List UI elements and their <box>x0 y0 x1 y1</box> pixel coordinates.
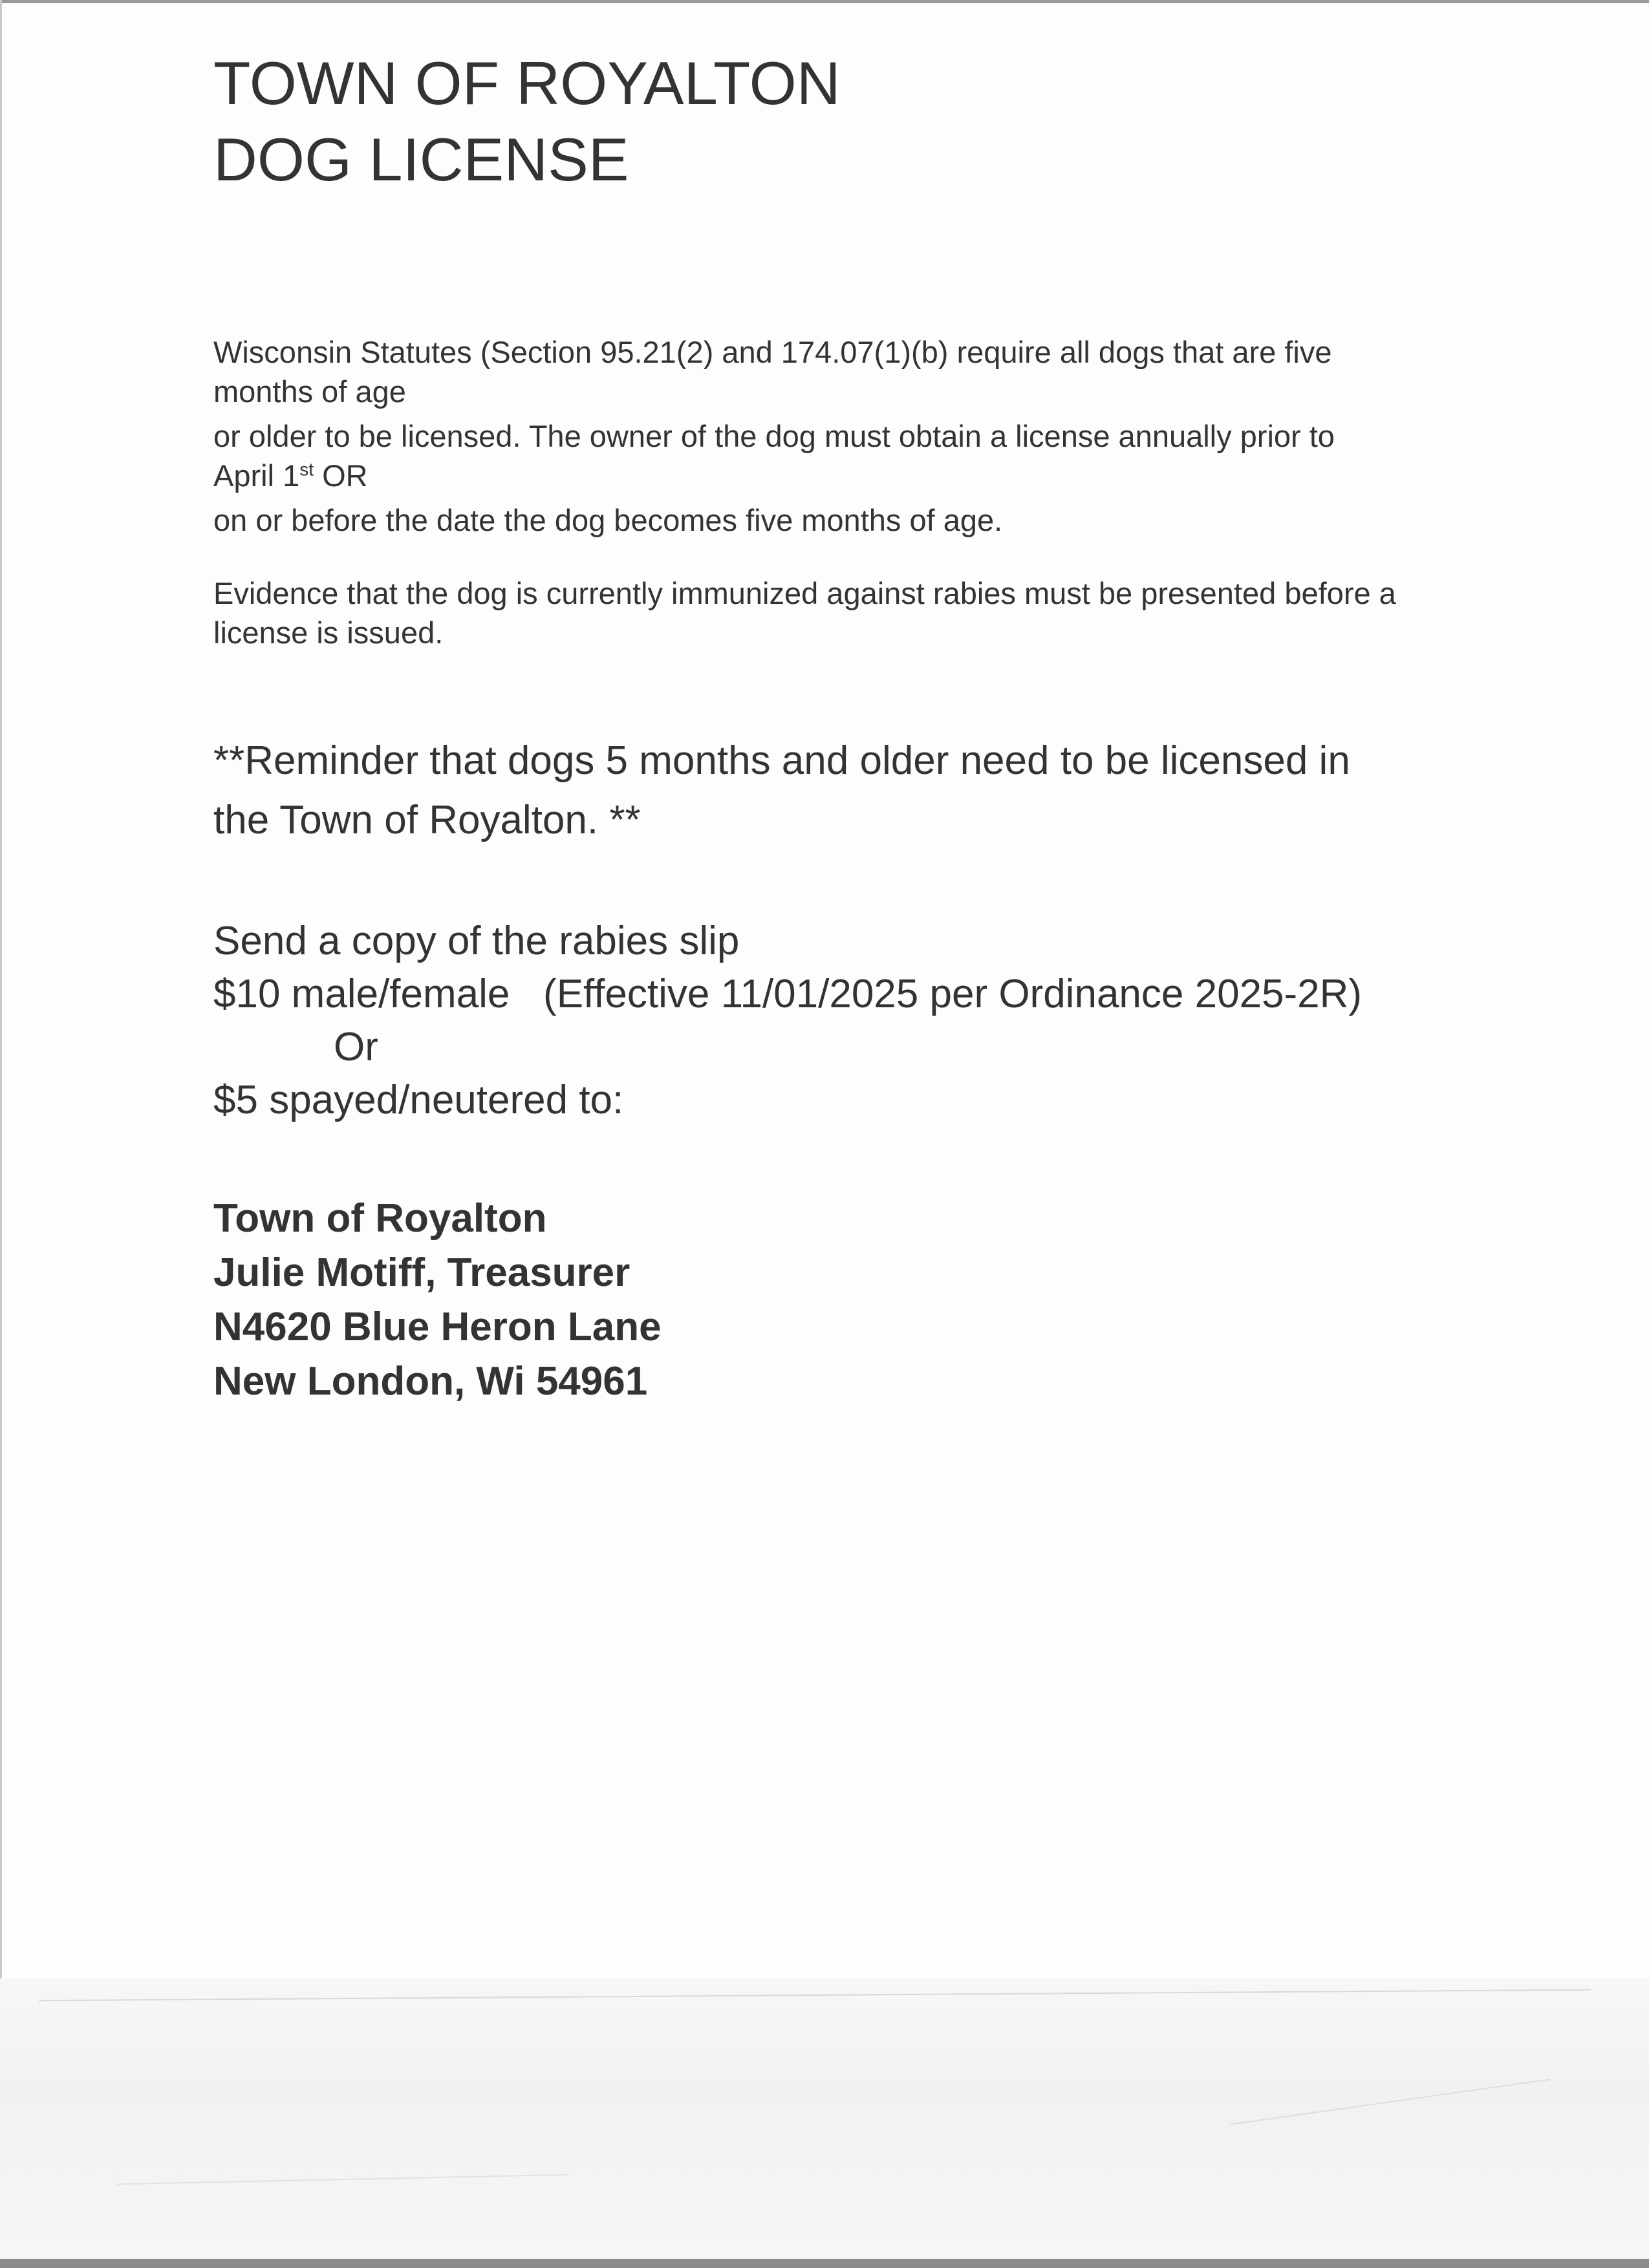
reminder-line-2: the Town of Royalton. ** <box>213 798 641 842</box>
reminder-notice <box>213 731 1507 850</box>
statute-line-1: Wisconsin Statutes (Section 95.21(2) and 174.07(1)(b) require all dogs that are five <box>213 335 1332 369</box>
reminder-line-1: **Reminder that dogs 5 months and older need to be licensed in <box>213 738 1350 783</box>
statute-line-3: or older to be licensed. The owner of the dog must obtain a license annually prior to <box>213 419 1335 453</box>
fee-spayed-neutered: $5 spayed/neutered to: <box>213 1078 624 1122</box>
spacer <box>213 198 1507 330</box>
scan-left-edge <box>0 0 2 2268</box>
mailing-address <box>213 1192 1507 1409</box>
fee-section <box>213 915 1507 1127</box>
spacer <box>213 655 1507 731</box>
spacer <box>213 850 1507 915</box>
fee-or: Or <box>334 1025 378 1069</box>
title-line-1: TOWN OF ROYALTON <box>213 49 841 117</box>
title-line-2: DOG LICENSE <box>213 125 629 193</box>
address-name: Town of Royalton <box>213 1196 547 1241</box>
statute-line-2: months of age <box>213 374 406 409</box>
statute-line-4-tail: OR <box>314 458 368 493</box>
statute-line-4 <box>213 453 1507 498</box>
statute-line-5: on or before the date the dog becomes five months of age. <box>213 503 1003 537</box>
spacer <box>213 1127 1507 1192</box>
document-body <box>213 45 1507 1409</box>
scan-bottom-edge <box>0 2259 1649 2268</box>
scan-top-edge <box>0 0 1649 3</box>
fee-male-female: $10 male/female (Effective 11/01/2025 per Ordinance 2025-2R) <box>213 972 1363 1016</box>
statute-line-4-text: April 1 <box>213 458 300 493</box>
rabies-line-1: Evidence that the dog is currently immunized against rabies must be presented before a <box>213 576 1396 610</box>
statute-line-4-superscript: st <box>299 459 314 480</box>
spacer <box>213 542 1507 571</box>
send-rabies-slip: Send a copy of the rabies slip <box>213 919 740 963</box>
address-treasurer: Julie Motiff, Treasurer <box>213 1250 630 1295</box>
document-title <box>213 45 1507 198</box>
address-city: New London, Wi 54961 <box>213 1359 648 1404</box>
statute-paragraph <box>213 330 1507 542</box>
rabies-line-2: license is issued. <box>213 615 444 650</box>
paper-fold-shadow <box>0 1978 1649 2259</box>
rabies-paragraph <box>213 571 1507 655</box>
address-street: N4620 Blue Heron Lane <box>213 1305 662 1349</box>
